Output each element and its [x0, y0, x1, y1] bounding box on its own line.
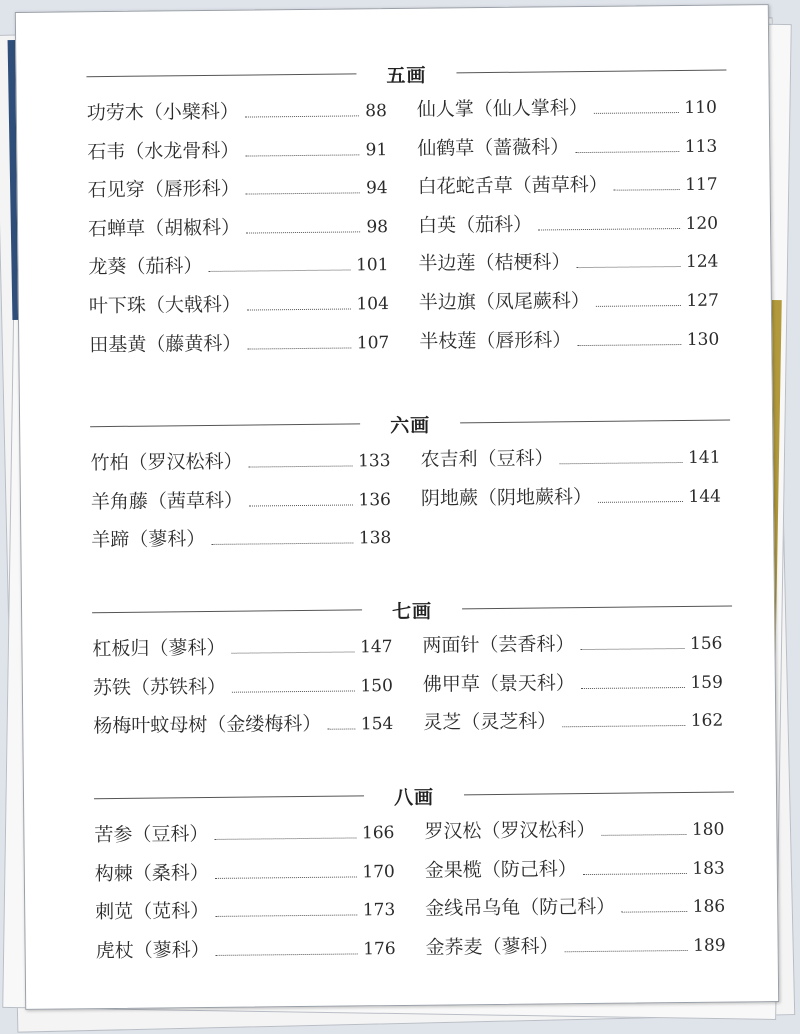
toc-entry[interactable] [417, 169, 717, 211]
dot-leader [245, 154, 359, 156]
entry-name: 石蝉草（胡椒科） [87, 216, 241, 241]
page-number: 147 [359, 637, 393, 658]
dot-leader [209, 270, 351, 272]
page-number: 113 [684, 136, 718, 157]
entry-name: 金荞麦（蓼科） [425, 935, 559, 959]
dot-leader [560, 462, 683, 464]
right-column [417, 92, 720, 365]
toc-entry[interactable] [422, 628, 722, 670]
dot-leader [216, 953, 358, 955]
dot-leader [621, 911, 687, 913]
dot-leader [247, 308, 351, 310]
entry-name: 叶下珠（大戟科） [88, 293, 242, 318]
page-number: 141 [687, 447, 721, 468]
entry-name: 仙人掌（仙人掌科） [416, 96, 588, 121]
page-number: 180 [691, 819, 725, 840]
left-column [87, 95, 390, 368]
entry-name: 石韦（水龙骨科） [87, 139, 240, 163]
page-number: 107 [356, 332, 390, 353]
toc-entry[interactable] [91, 484, 391, 526]
toc-entry[interactable] [95, 933, 395, 975]
page-number: 117 [685, 174, 718, 196]
page-number: 162 [690, 710, 724, 732]
dot-leader [562, 725, 685, 727]
entry-name: 白花蛇舌草（茜草科） [417, 173, 608, 198]
page-number: 183 [692, 858, 725, 879]
page-number: 138 [358, 528, 392, 549]
left-column [90, 445, 391, 564]
entry-name: 杨梅叶蚊母树（金缕梅科） [93, 712, 322, 738]
toc-entry[interactable] [424, 814, 724, 856]
toc-entry[interactable] [90, 445, 390, 487]
toc-entry[interactable] [95, 894, 395, 936]
entry-name: 羊角藤（茜草科） [90, 489, 244, 513]
entry-name: 农吉利（豆科） [420, 447, 554, 471]
entry-name: 羊蹄（蓼科） [91, 528, 206, 552]
section-header [92, 593, 732, 624]
section-header [94, 779, 734, 810]
entry-name: 白英（茄科） [417, 213, 533, 237]
page-number: 98 [366, 216, 389, 238]
dot-leader [575, 151, 679, 153]
page-number: 159 [690, 672, 723, 693]
dot-leader [249, 504, 353, 506]
toc-entry[interactable] [87, 95, 387, 137]
page-number: 173 [362, 900, 396, 921]
dot-leader [215, 915, 357, 917]
page-number: 133 [357, 451, 391, 472]
page-number: 144 [688, 486, 722, 507]
toc-entry[interactable] [89, 288, 389, 330]
section-title: 五画 [386, 64, 427, 88]
entry-name: 灵芝（灵芝科） [423, 710, 557, 734]
dot-leader [598, 501, 683, 503]
toc-entry[interactable] [89, 327, 389, 369]
page-number: 156 [689, 633, 723, 654]
page-number: 176 [363, 938, 396, 960]
toc-entry[interactable] [418, 207, 718, 249]
entry-columns [92, 627, 732, 738]
toc-entry[interactable] [91, 522, 391, 564]
toc-section [92, 593, 732, 738]
page-number: 120 [685, 213, 719, 234]
toc-entry[interactable] [419, 323, 719, 365]
entry-name: 两面针（芸香科） [422, 633, 575, 657]
dot-leader [538, 228, 680, 230]
page-number: 130 [686, 329, 720, 350]
page-number: 104 [356, 294, 389, 315]
right-column [424, 814, 726, 972]
entry-name: 田基黄（藤黄科） [89, 332, 242, 356]
page-number: 150 [360, 675, 393, 696]
toc-entry[interactable] [420, 442, 720, 484]
entry-columns [94, 813, 734, 962]
page-number: 189 [693, 935, 726, 956]
entry-name: 功劳木（小檗科） [86, 100, 239, 125]
toc-entry[interactable] [87, 134, 387, 176]
right-column [420, 442, 721, 522]
page-number: 88 [365, 101, 387, 122]
toc-entry[interactable] [94, 817, 394, 859]
toc-entry[interactable] [419, 285, 719, 327]
page-number: 127 [686, 290, 719, 311]
dot-leader [596, 305, 681, 307]
page-number: 124 [685, 251, 719, 273]
entry-name: 阴地蕨（阴地蕨科） [420, 485, 593, 510]
entry-name: 石见穿（唇形科） [87, 177, 240, 202]
right-column [422, 628, 723, 747]
toc-entry[interactable] [425, 891, 725, 933]
dot-leader [327, 729, 355, 730]
toc-entry[interactable] [95, 856, 395, 898]
dot-leader [232, 690, 355, 692]
dot-leader [577, 344, 681, 346]
entry-name: 构棘（桑科） [94, 861, 209, 885]
entry-columns [90, 442, 730, 552]
dot-leader [246, 231, 360, 233]
entry-name: 苏铁（苏铁科） [92, 675, 227, 699]
dot-leader [245, 115, 359, 117]
dot-leader [215, 876, 357, 878]
dot-leader [601, 834, 686, 836]
left-column [94, 817, 396, 975]
page-number: 94 [365, 178, 388, 199]
section-title: 六画 [390, 414, 431, 438]
page-number: 101 [355, 255, 389, 276]
entry-name: 龙葵（茄科） [88, 255, 203, 279]
section-header [90, 408, 730, 439]
page-number: 170 [362, 861, 395, 882]
page-number: 154 [360, 714, 394, 735]
entry-name: 金果榄（防己科） [424, 857, 577, 882]
entry-name: 半边旗（凤尾蕨科） [418, 289, 590, 314]
dot-leader [249, 465, 353, 467]
dot-leader [246, 193, 360, 195]
entry-name: 金线吊乌龟（防己科） [425, 895, 616, 920]
dot-leader [581, 687, 685, 689]
entry-name: 苦参（豆科） [94, 822, 209, 847]
dot-leader [614, 189, 680, 191]
entry-name: 杠板归（蓼科） [92, 636, 226, 661]
dot-leader [583, 873, 687, 875]
toc-entry[interactable] [88, 249, 388, 291]
left-column [92, 631, 393, 750]
dot-leader [581, 648, 685, 650]
page-number: 186 [692, 896, 726, 918]
dot-leader [211, 543, 353, 545]
entry-name: 佛甲草（景天科） [422, 671, 575, 696]
toc-entry[interactable] [93, 670, 393, 712]
toc-entry[interactable] [88, 211, 388, 253]
entry-name: 仙鹤草（蔷薇科） [417, 135, 570, 160]
toc-entry[interactable] [425, 852, 725, 894]
toc-section [86, 58, 726, 356]
toc-entry[interactable] [417, 130, 717, 172]
toc-section [94, 779, 734, 962]
entry-name: 罗汉松（罗汉松科） [424, 818, 596, 843]
dot-leader [247, 347, 351, 349]
toc-entry[interactable] [418, 246, 718, 288]
dot-leader [594, 112, 679, 114]
toc-entry[interactable] [93, 708, 393, 750]
toc-entry[interactable] [425, 929, 725, 971]
toc-entry[interactable] [417, 92, 717, 134]
section-title: 七画 [391, 600, 433, 624]
toc-page [15, 4, 779, 1010]
toc-entry[interactable] [421, 480, 721, 522]
toc-entry[interactable] [423, 666, 723, 708]
section-header [86, 58, 726, 89]
entry-name: 半边莲（桔梗科） [418, 251, 571, 276]
entry-name: 竹柏（罗汉松科） [90, 450, 243, 475]
dot-leader [232, 651, 355, 653]
dot-leader [214, 837, 356, 839]
dot-leader [565, 950, 688, 952]
page-number: 136 [358, 489, 392, 510]
toc-entry[interactable] [88, 172, 388, 214]
toc-entry[interactable] [423, 705, 723, 747]
dot-leader [577, 266, 681, 268]
page-number: 110 [684, 97, 717, 118]
entry-name: 虎杖（蓼科） [95, 938, 210, 962]
entry-name: 刺苋（苋科） [95, 900, 210, 924]
toc-entry[interactable] [92, 631, 392, 673]
toc-section [90, 408, 730, 552]
entry-columns [86, 92, 727, 356]
entry-name: 半枝莲（唇形科） [419, 328, 572, 353]
page-number: 91 [365, 139, 388, 160]
section-title: 八画 [393, 786, 435, 810]
toc-sections [16, 5, 768, 962]
page-number: 166 [361, 823, 395, 844]
